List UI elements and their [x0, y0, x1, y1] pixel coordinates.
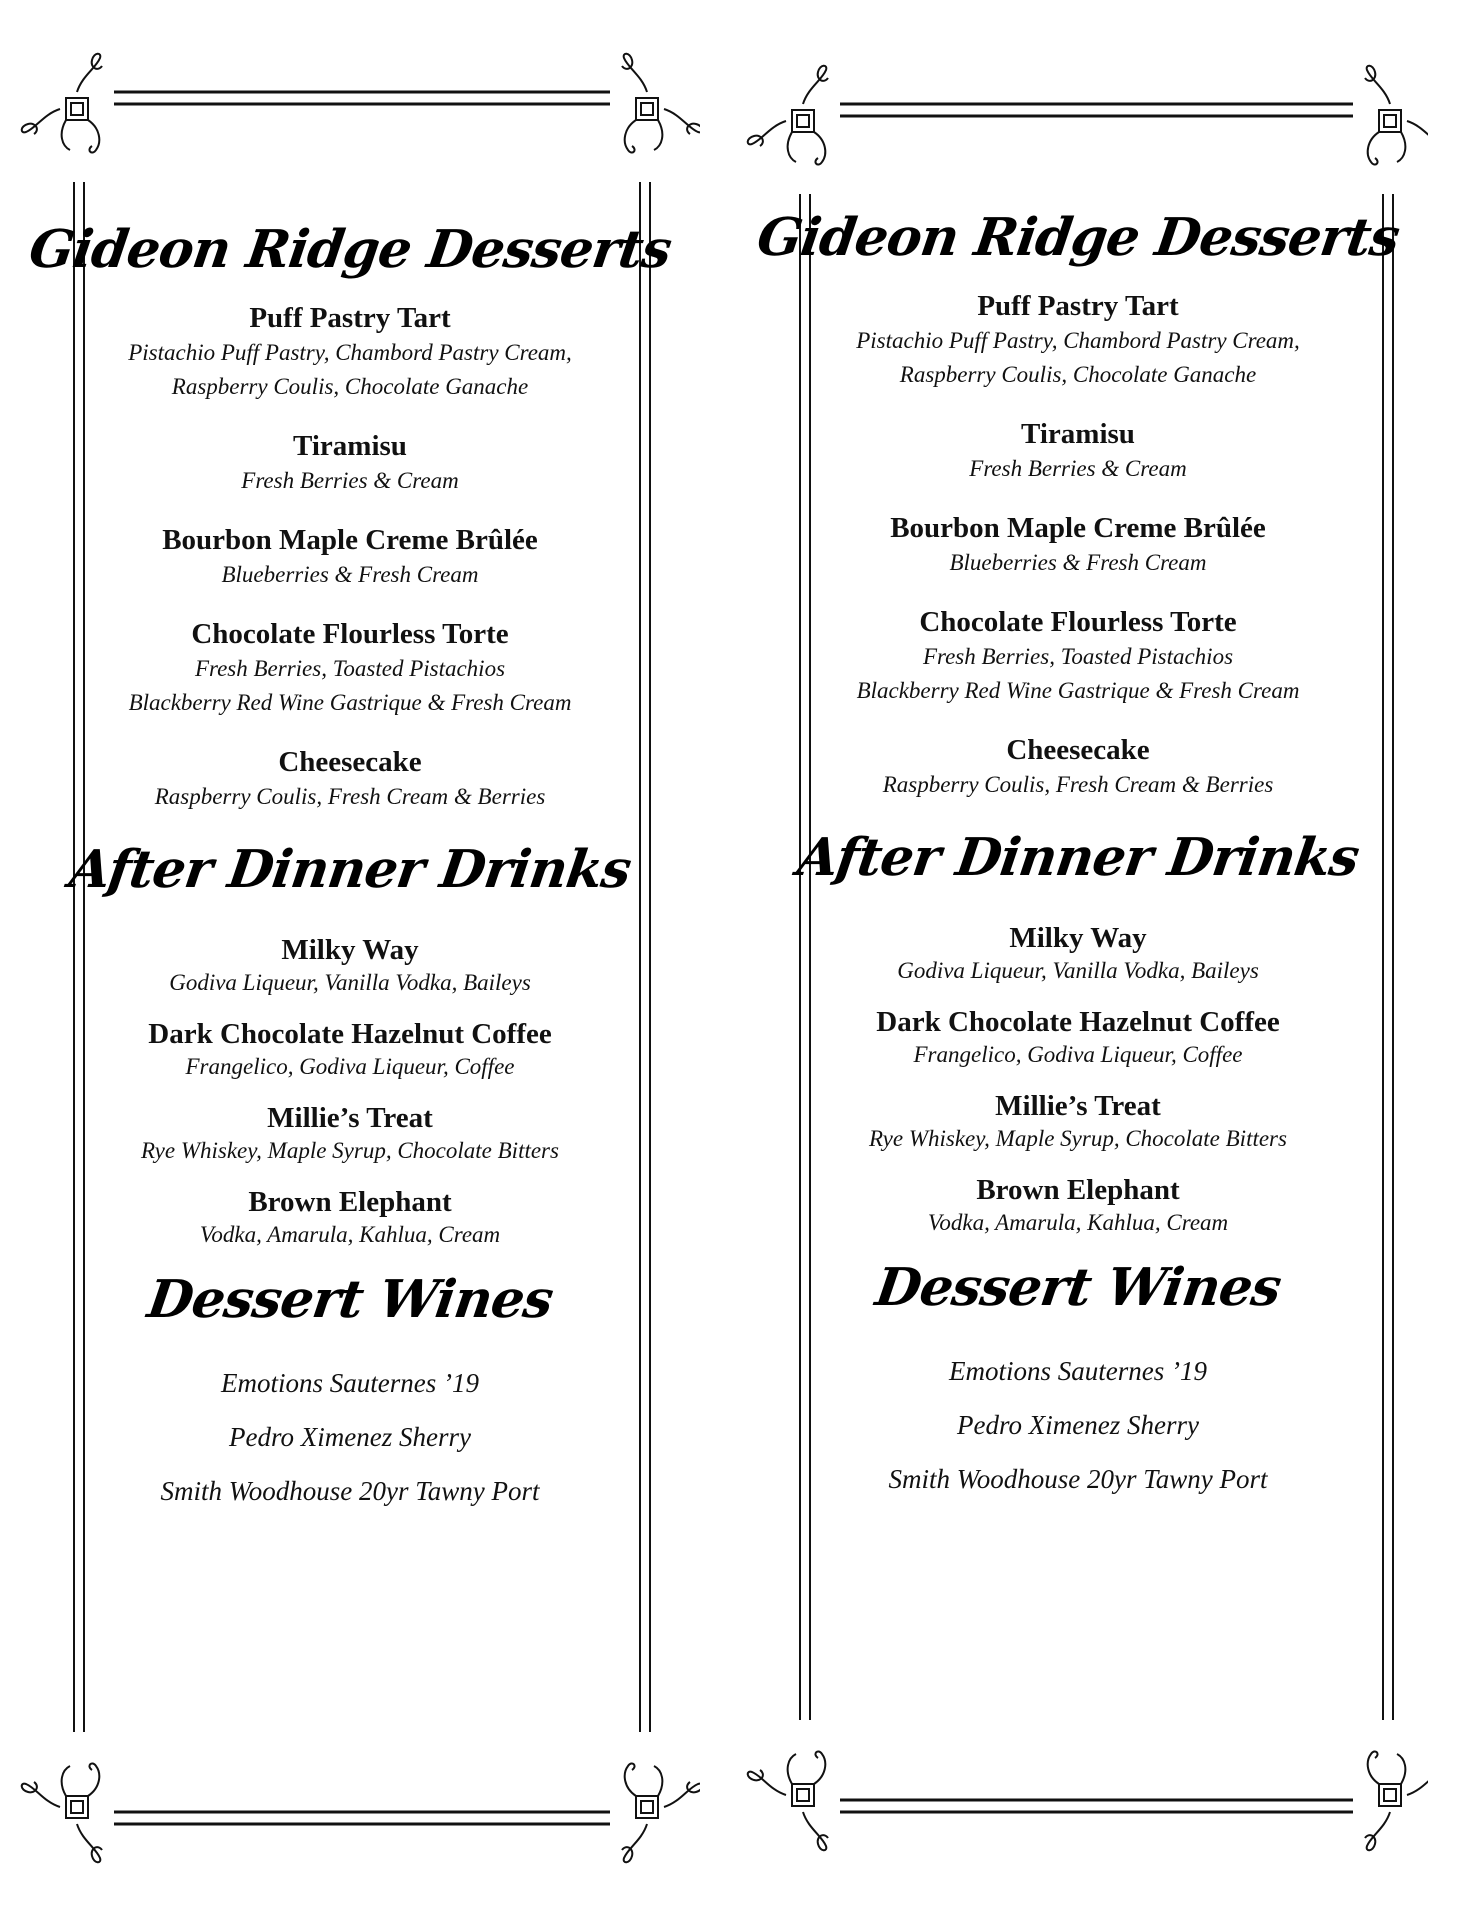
- dessert-description: Fresh Berries & Cream: [241, 468, 459, 493]
- corner-ornament-icon: [22, 1763, 102, 1862]
- corner-ornament-icon: [622, 1763, 700, 1862]
- dessert-description: Blueberries & Fresh Cream: [949, 550, 1207, 575]
- drink-item: [0, 1016, 700, 1082]
- desserts-list: [0, 300, 700, 814]
- dessert-description: Blackberry Red Wine Gastrique & Fresh Cream: [856, 678, 1300, 703]
- menu-content: [728, 206, 1428, 1506]
- wine-item: Pedro Ximenez Sherry: [957, 1410, 1199, 1440]
- dessert-name: Puff Pastry Tart: [977, 290, 1179, 322]
- drinks-section: [728, 826, 1428, 1238]
- desserts-title: Gideon Ridge Desserts: [753, 207, 1403, 268]
- corner-ornament-icon: [22, 54, 102, 153]
- dessert-item: [728, 288, 1428, 392]
- wines-list: [728, 1344, 1428, 1506]
- dessert-description: Pistachio Puff Pastry, Chambord Pastry Cream,: [128, 340, 572, 365]
- dessert-description: Fresh Berries, Toasted Pistachios: [922, 644, 1234, 669]
- wine-item: Smith Woodhouse 20yr Tawny Port: [888, 1464, 1268, 1494]
- dessert-description: Fresh Berries, Toasted Pistachios: [194, 656, 506, 681]
- drinks-list: [0, 932, 700, 1250]
- wine-item: Smith Woodhouse 20yr Tawny Port: [160, 1476, 540, 1506]
- dessert-item: [728, 732, 1428, 802]
- dessert-name: Puff Pastry Tart: [249, 302, 451, 334]
- wines-section: [0, 1268, 700, 1518]
- wine-item: Emotions Sauternes ’19: [221, 1368, 479, 1398]
- wine-item: Pedro Ximenez Sherry: [229, 1422, 471, 1452]
- drink-description: Godiva Liqueur, Vanilla Vodka, Baileys: [169, 970, 531, 995]
- drink-name: Dark Chocolate Hazelnut Coffee: [876, 1006, 1280, 1038]
- drinks-list: [728, 920, 1428, 1238]
- drink-name: Milky Way: [281, 934, 419, 966]
- drink-description: Godiva Liqueur, Vanilla Vodka, Baileys: [897, 958, 1259, 983]
- dessert-item: [0, 428, 700, 498]
- menu-content: [0, 218, 700, 1518]
- dessert-description: Pistachio Puff Pastry, Chambord Pastry Cream,: [856, 328, 1300, 353]
- menu-panel-left: [0, 0, 700, 1920]
- dessert-item: [728, 416, 1428, 486]
- drink-item: [0, 932, 700, 998]
- drink-description: Rye Whiskey, Maple Syrup, Chocolate Bitters: [141, 1138, 559, 1163]
- drink-name: Millie’s Treat: [267, 1102, 433, 1134]
- dessert-description: Fresh Berries & Cream: [969, 456, 1187, 481]
- dessert-name: Cheesecake: [278, 746, 422, 778]
- drink-item: [728, 920, 1428, 986]
- desserts-title: Gideon Ridge Desserts: [25, 219, 675, 280]
- dessert-item: [0, 300, 700, 404]
- drink-description: Rye Whiskey, Maple Syrup, Chocolate Bitters: [869, 1126, 1287, 1151]
- wine-item: Emotions Sauternes ’19: [949, 1356, 1207, 1386]
- drink-description: Frangelico, Godiva Liqueur, Coffee: [913, 1042, 1243, 1067]
- corner-ornament-icon: [1365, 1751, 1428, 1850]
- corner-ornament-icon: [622, 54, 700, 153]
- wines-title: Dessert Wines: [143, 1269, 557, 1330]
- dessert-description: Blackberry Red Wine Gastrique & Fresh Cream: [128, 690, 572, 715]
- desserts-list: [728, 288, 1428, 802]
- drink-name: Dark Chocolate Hazelnut Coffee: [148, 1018, 552, 1050]
- drink-name: Millie’s Treat: [995, 1090, 1161, 1122]
- dessert-name: Tiramisu: [293, 430, 407, 462]
- dessert-name: Cheesecake: [1006, 734, 1150, 766]
- drink-description: Vodka, Amarula, Kahlua, Cream: [927, 1210, 1229, 1235]
- drink-description: Vodka, Amarula, Kahlua, Cream: [199, 1222, 501, 1247]
- corner-ornament-icon: [1365, 66, 1428, 165]
- dessert-description: Raspberry Coulis, Chocolate Ganache: [899, 362, 1257, 387]
- dessert-description: Raspberry Coulis, Chocolate Ganache: [171, 374, 529, 399]
- dessert-item: [0, 522, 700, 592]
- dessert-item: [0, 616, 700, 720]
- drinks-title: After Dinner Drinks: [793, 827, 1363, 888]
- dessert-item: [0, 744, 700, 814]
- dessert-description: Blueberries & Fresh Cream: [221, 562, 479, 587]
- drink-item: [0, 1100, 700, 1166]
- corner-ornament-icon: [748, 1751, 828, 1850]
- dessert-description: Raspberry Coulis, Fresh Cream & Berries: [154, 784, 546, 809]
- drink-name: Brown Elephant: [248, 1186, 452, 1218]
- wines-list: [0, 1356, 700, 1518]
- drinks-section: [0, 838, 700, 1250]
- dessert-name: Chocolate Flourless Torte: [191, 618, 509, 650]
- drink-item: [728, 1004, 1428, 1070]
- drink-item: [728, 1172, 1428, 1238]
- dessert-name: Bourbon Maple Creme Brûlée: [890, 512, 1266, 544]
- dessert-item: [728, 510, 1428, 580]
- corner-ornament-icon: [748, 66, 828, 165]
- dessert-name: Tiramisu: [1021, 418, 1135, 450]
- dessert-name: Chocolate Flourless Torte: [919, 606, 1237, 638]
- menu-panel-right: [728, 0, 1428, 1920]
- drink-name: Milky Way: [1009, 922, 1147, 954]
- drink-name: Brown Elephant: [976, 1174, 1180, 1206]
- wines-title: Dessert Wines: [871, 1257, 1285, 1318]
- dessert-description: Raspberry Coulis, Fresh Cream & Berries: [882, 772, 1274, 797]
- drinks-title: After Dinner Drinks: [65, 839, 635, 900]
- drink-description: Frangelico, Godiva Liqueur, Coffee: [185, 1054, 515, 1079]
- dessert-name: Bourbon Maple Creme Brûlée: [162, 524, 538, 556]
- drink-item: [0, 1184, 700, 1250]
- drink-item: [728, 1088, 1428, 1154]
- wines-section: [728, 1256, 1428, 1506]
- dessert-item: [728, 604, 1428, 708]
